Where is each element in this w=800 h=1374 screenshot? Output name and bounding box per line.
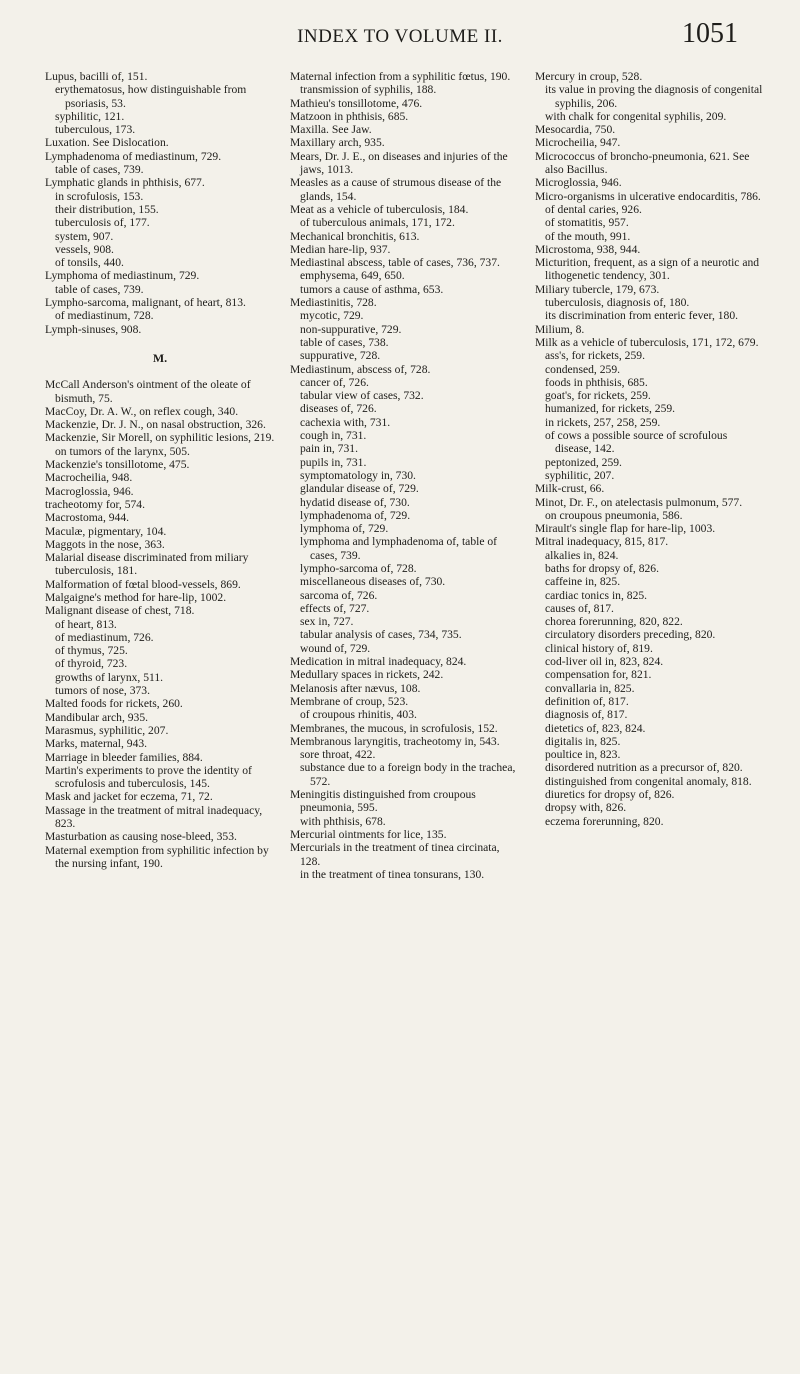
index-entry: Measles as a cause of strumous disease of the glands, 154.: [290, 176, 502, 203]
index-entry: Microglossia, 946.: [535, 176, 622, 190]
index-subentry: effects of, 727.: [300, 601, 370, 615]
index-subentry: growths of larynx, 511.: [55, 670, 164, 684]
index-subentry: on croupous pneumonia, 586.: [545, 508, 683, 522]
index-subentry: dropsy with, 826.: [545, 801, 627, 815]
index-subentry: in rickets, 257, 258, 259.: [545, 415, 661, 429]
index-subentry: lympho-sarcoma of, 728.: [300, 561, 417, 575]
index-entry: Lympho-sarcoma, malignant, of heart, 813.: [45, 296, 246, 310]
index-subentry: tumors a cause of asthma, 653.: [300, 282, 444, 296]
index-entry: Marasmus, syphilitic, 207.: [45, 723, 169, 737]
index-subentry: of mediastinum, 728.: [55, 309, 154, 323]
index-entry: Micrococcus of broncho-pneumonia, 621. See also Bacillus.: [535, 149, 750, 177]
index-subentry: its value in proving the diagnosis of congenital syphilis, 206.: [545, 83, 763, 110]
index-subentry: digitalis in, 825.: [545, 734, 621, 748]
index-subentry: non-suppurative, 729.: [300, 322, 402, 336]
index-entry: Maculæ, pigmentary, 104.: [45, 524, 167, 538]
index-subentry: peptonized, 259.: [545, 455, 622, 469]
index-entry: Macrocheilia, 948.: [45, 471, 133, 485]
index-subentry: miscellaneous diseases of, 730.: [300, 575, 446, 589]
index-entry: Lymph-sinuses, 908.: [45, 322, 142, 336]
index-subentry: alkalies in, 824.: [545, 548, 619, 562]
index-entry: Malignant disease of chest, 718.: [45, 604, 195, 618]
index-subentry: clinical history of, 819.: [545, 641, 653, 655]
index-subentry: tumors of nose, 373.: [55, 684, 150, 698]
index-entry: MacCoy, Dr. A. W., on reflex cough, 340.: [45, 404, 239, 418]
index-subentry: foods in phthisis, 685.: [545, 375, 648, 389]
index-entry: Lymphadenoma of mediastinum, 729.: [45, 149, 222, 163]
index-subentry: distinguished from congenital anomaly, 818.: [545, 774, 752, 788]
index-subentry: cardiac tonics in, 825.: [545, 588, 648, 602]
index-entry: Mirault's single flap for hare-lip, 1003.: [535, 522, 716, 536]
page-header: [0, 14, 800, 54]
index-entry: Matzoon in phthisis, 685.: [290, 109, 409, 123]
index-entry: Meat as a vehicle of tuberculosis, 184.: [290, 202, 469, 216]
index-entry: Milk-crust, 66.: [535, 482, 605, 496]
index-entry: Micturition, frequent, as a sign of a neurotic and lithogenetic tendency, 301.: [535, 256, 760, 283]
index-subentry: vessels, 908.: [55, 242, 114, 256]
index-subentry: in scrofulosis, 153.: [55, 189, 144, 203]
index-entry: Malted foods for rickets, 260.: [45, 697, 183, 711]
index-column-1: [45, 70, 275, 881]
index-subentry: baths for dropsy of, 826.: [545, 561, 659, 575]
index-subentry: of the mouth, 991.: [545, 229, 631, 243]
index-entry: Mackenzie, Sir Morell, on syphilitic lesions, 219.: [45, 431, 275, 445]
index-entry: Luxation. See Dislocation.: [45, 136, 169, 150]
index-subentry: of cows a possible source of scrofulous disease, 142.: [545, 429, 728, 456]
index-subentry: in the treatment of tinea tonsurans, 130.: [300, 867, 485, 881]
index-subentry: ass's, for rickets, 259.: [545, 349, 645, 363]
index-subentry: syphilitic, 121.: [55, 109, 125, 123]
index-subentry: sore throat, 422.: [300, 748, 376, 762]
index-subentry: table of cases, 739.: [55, 163, 144, 177]
index-subentry: sarcoma of, 726.: [300, 588, 378, 602]
index-entry: Minot, Dr. F., on atelectasis pulmonum, 577.: [535, 495, 743, 509]
index-subentry: eczema forerunning, 820.: [545, 814, 664, 828]
index-subentry: suppurative, 728.: [300, 349, 381, 363]
index-subentry: tuberculosis of, 177.: [55, 216, 150, 230]
index-entry: Massage in the treatment of mitral inadequacy, 823.: [45, 803, 263, 831]
index-subentry: pupils in, 731.: [300, 455, 367, 469]
index-entry: Mask and jacket for eczema, 71, 72.: [45, 790, 213, 804]
index-subentry: syphilitic, 207.: [545, 468, 615, 482]
index-entry: Masturbation as causing nose-bleed, 353.: [45, 830, 237, 844]
index-subentry: of mediastinum, 726.: [55, 630, 154, 644]
index-entry: Maternal exemption from syphilitic infection by the nursing infant, 190.: [45, 843, 269, 870]
index-entry: Melanosis after nævus, 108.: [290, 681, 421, 695]
index-subentry: tuberculous, 173.: [55, 123, 136, 137]
index-subentry: of tuberculous animals, 171, 172.: [300, 216, 455, 230]
index-subentry: emphysema, 649, 650.: [300, 269, 405, 283]
index-entry: Median hare-lip, 937.: [290, 242, 391, 256]
index-subentry: dietetics of, 823, 824.: [545, 721, 646, 735]
index-entry: Maxilla. See Jaw.: [290, 123, 372, 137]
index-column-2: [290, 70, 520, 881]
index-subentry: transmission of syphilis, 188.: [300, 83, 437, 97]
index-entry: Membrane of croup, 523.: [290, 694, 409, 708]
index-subentry: table of cases, 739.: [55, 282, 144, 296]
index-entry: Milk as a vehicle of tuberculosis, 171, 172, 679.: [535, 335, 759, 349]
index-entry: Malgaigne's method for hare-lip, 1002.: [45, 590, 227, 604]
index-subentry: of heart, 813.: [55, 617, 117, 631]
index-entry: Membranes, the mucous, in scrofulosis, 152.: [290, 721, 498, 735]
index-entry: Mechanical bronchitis, 613.: [290, 229, 420, 243]
index-subentry: cancer of, 726.: [300, 375, 369, 389]
index-subentry: of croupous rhinitis, 403.: [300, 708, 417, 722]
index-subentry: on tumors of the larynx, 505.: [55, 444, 190, 458]
index-subentry: causes of, 817.: [545, 601, 614, 615]
index-subentry: erythematosus, how distinguishable from psoriasis, 53.: [55, 83, 247, 110]
index-entry: Mackenzie, Dr. J. N., on nasal obstruction, 326.: [45, 418, 266, 432]
index-subentry: its discrimination from enteric fever, 180.: [545, 309, 739, 323]
index-entry: Mandibular arch, 935.: [45, 710, 149, 724]
page-number: 1051: [682, 18, 738, 49]
index-subentry: humanized, for rickets, 259.: [545, 402, 676, 416]
index-entry: Milium, 8.: [535, 322, 585, 336]
index-subentry: cough in, 731.: [300, 429, 367, 443]
index-subentry: glandular disease of, 729.: [300, 482, 419, 496]
index-entry: Marriage in bleeder families, 884.: [45, 750, 203, 764]
index-subentry: poultice in, 823.: [545, 748, 621, 762]
index-subentry: lymphoma and lymphadenoma of, table of cases, 739.: [300, 535, 498, 562]
index-entry: tracheotomy for, 574.: [45, 497, 145, 511]
index-entry: Mediastinitis, 728.: [290, 296, 377, 310]
index-entry: Mercury in croup, 528.: [535, 70, 643, 83]
index-entry: Malformation of fœtal blood-vessels, 869.: [45, 577, 241, 591]
index-entry: Meningitis distinguished from croupous pneumonia, 595.: [290, 788, 476, 815]
index-subentry: diagnosis of, 817.: [545, 708, 628, 722]
index-subentry: symptomatology in, 730.: [300, 468, 416, 482]
index-entry: Mears, Dr. J. E., on diseases and injuries of the jaws, 1013.: [290, 149, 508, 177]
index-entry: Mackenzie's tonsillotome, 475.: [45, 458, 190, 472]
index-subentry: tabular view of cases, 732.: [300, 389, 424, 403]
index-subentry: hydatid disease of, 730.: [300, 495, 410, 509]
index-entry: Martin's experiments to prove the identity of scrofulosis and tuberculosis, 145.: [45, 763, 252, 791]
index-entry: Mercurial ointments for lice, 135.: [290, 827, 447, 841]
index-entry: Macroglossia, 946.: [45, 484, 134, 498]
index-subentry: chorea forerunning, 820, 822.: [545, 615, 683, 629]
index-entry: Maxillary arch, 935.: [290, 136, 385, 150]
index-subentry: definition of, 817.: [545, 694, 629, 708]
index-entry: Malarial disease discriminated from miliary tuberculosis, 181.: [45, 551, 249, 578]
index-subentry: of stomatitis, 957.: [545, 216, 629, 230]
index-subentry: table of cases, 738.: [300, 335, 389, 349]
index-entry: Mercurials in the treatment of tinea circinata, 128.: [290, 841, 500, 868]
index-columns: [45, 70, 765, 881]
index-subentry: their distribution, 155.: [55, 202, 159, 216]
index-subentry: caffeine in, 825.: [545, 575, 621, 589]
index-subentry: of dental caries, 926.: [545, 202, 642, 216]
index-subentry: substance due to a foreign body in the trachea, 572.: [300, 761, 516, 788]
index-entry: Mediastinum, abscess of, 728.: [290, 362, 431, 376]
index-entry: Lymphatic glands in phthisis, 677.: [45, 176, 205, 190]
index-subentry: convallaria in, 825.: [545, 681, 635, 695]
index-entry: Maternal infection from a syphilitic fœtus, 190.: [290, 70, 511, 83]
index-subentry: tuberculosis, diagnosis of, 180.: [545, 296, 690, 310]
index-entry: Marks, maternal, 943.: [45, 737, 148, 751]
index-subentry: condensed, 259.: [545, 362, 621, 376]
index-entry: Microstoma, 938, 944.: [535, 242, 641, 256]
index-subentry: goat's, for rickets, 259.: [545, 389, 651, 403]
index-subentry: lymphadenoma of, 729.: [300, 508, 411, 522]
index-entry: Mitral inadequacy, 815, 817.: [535, 535, 669, 549]
index-entry: Lymphoma of mediastinum, 729.: [45, 269, 200, 283]
index-subentry: circulatory disorders preceding, 820.: [545, 628, 716, 642]
index-subentry: cod-liver oil in, 823, 824.: [545, 655, 664, 669]
index-entry: Mediastinal abscess, table of cases, 736, 737.: [290, 256, 500, 270]
index-entry: Mesocardia, 750.: [535, 123, 616, 137]
index-entry: Micro-organisms in ulcerative endocarditis, 786.: [535, 189, 761, 203]
index-subentry: lymphoma of, 729.: [300, 522, 389, 536]
index-subentry: with chalk for congenital syphilis, 209.: [545, 109, 727, 123]
index-subentry: system, 907.: [55, 229, 114, 243]
index-subentry: of tonsils, 440.: [55, 256, 124, 270]
index-subentry: mycotic, 729.: [300, 309, 364, 323]
index-subentry: sex in, 727.: [300, 615, 354, 629]
index-subentry: tabular analysis of cases, 734, 735.: [300, 628, 462, 642]
index-subentry: compensation for, 821.: [545, 668, 652, 682]
index-entry: Medullary spaces in rickets, 242.: [290, 668, 444, 682]
index-subentry: pain in, 731.: [300, 442, 358, 456]
index-subentry: wound of, 729.: [300, 641, 371, 655]
index-subentry: diuretics for dropsy of, 826.: [545, 788, 675, 802]
index-entry: Maggots in the nose, 363.: [45, 537, 165, 551]
index-entry: Membranous laryngitis, tracheotomy in, 543.: [290, 734, 500, 748]
index-subentry: with phthisis, 678.: [300, 814, 386, 828]
index-subentry: disordered nutrition as a precursor of, 820.: [545, 761, 743, 775]
index-entry: McCall Anderson's ointment of the oleate of bismuth, 75.: [45, 378, 251, 405]
index-entry: Macrostoma, 944.: [45, 511, 130, 525]
index-entry: Medication in mitral inadequacy, 824.: [290, 655, 467, 669]
index-subentry: cachexia with, 731.: [300, 415, 391, 429]
index-column-3: [535, 70, 765, 881]
index-subentry: diseases of, 726.: [300, 402, 377, 416]
index-entry: Microcheilia, 947.: [535, 136, 621, 150]
section-letter: M.: [152, 350, 168, 365]
index-entry: Lupus, bacilli of, 151.: [45, 70, 148, 83]
index-entry: Miliary tubercle, 179, 673.: [535, 282, 660, 296]
index-subentry: of thymus, 725.: [55, 644, 128, 658]
running-title: INDEX TO VOLUME II.: [297, 26, 503, 47]
index-subentry: of thyroid, 723.: [55, 657, 128, 671]
index-entry: Mathieu's tonsillotome, 476.: [290, 96, 423, 110]
